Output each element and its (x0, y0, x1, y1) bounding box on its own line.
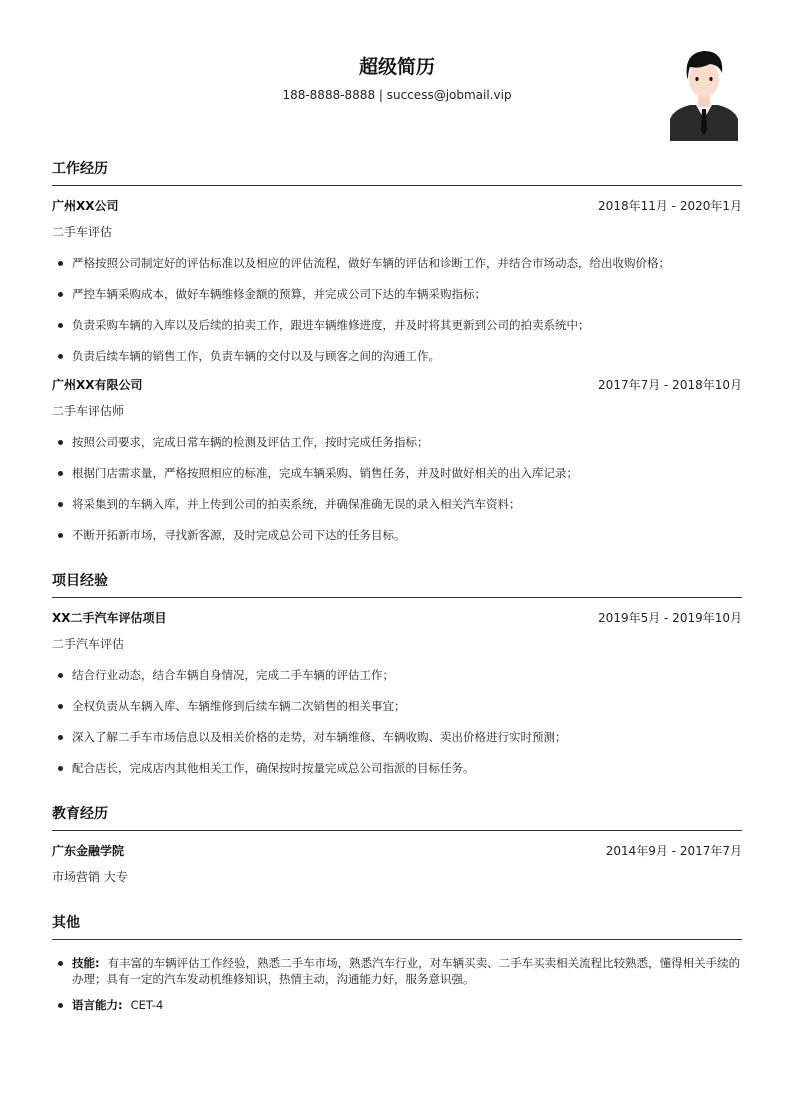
skills-label: 技能: (72, 956, 100, 970)
project-section-title: 项目经验 (52, 572, 742, 598)
education-entry (52, 843, 742, 885)
other-section (52, 914, 742, 1013)
project-section (52, 572, 742, 776)
list-item: 严控车辆采购成本，做好车辆维修金额的预算，并完成公司下达的车辆采购指标； (52, 286, 742, 302)
other-section-title: 其他 (52, 914, 742, 940)
list-item: 负责采购车辆的入库以及后续的拍卖工作，跟进车辆维修进度，并及时将其更新到公司的拍卖系统中； (52, 317, 742, 333)
list-item: 深入了解二手车市场信息以及相关价格的走势，对车辆维修、车辆收购、卖出价格进行实时预测； (52, 729, 742, 745)
project-role: 二手汽车评估 (52, 637, 125, 651)
skills-item (52, 955, 742, 987)
project-entry (52, 610, 742, 776)
date-range: 2017年7月 - 2018年10月 (598, 378, 742, 392)
education-section (52, 805, 742, 885)
date-range: 2018年11月 - 2020年1月 (598, 199, 742, 213)
resume-name: 超级简历 (358, 56, 435, 78)
list-item: 严格按照公司制定好的评估标准以及相应的评估流程，做好车辆的评估和诊断工作，并结合市场动态，给出收购价格； (52, 255, 742, 271)
list-item: 配合店长，完成店内其他相关工作，确保按时按量完成总公司指派的目标任务。 (52, 760, 742, 776)
list-item: 将采集到的车辆入库，并上传到公司的拍卖系统，并确保准确无误的录入相关汽车资料； (52, 496, 742, 512)
date-range: 2019年5月 - 2019年10月 (598, 611, 742, 625)
work-entry (52, 198, 742, 364)
list-item: 全权负责从车辆入库、车辆维修到后续车辆二次销售的相关事宜； (52, 698, 742, 714)
language-item (52, 997, 742, 1013)
project-list (52, 667, 742, 776)
work-section-title: 工作经历 (52, 160, 742, 186)
company-name: 广州XX有限公司 (52, 378, 143, 392)
list-item: 不断开拓新市场，寻找新客源，及时完成总公司下达的任务目标。 (52, 527, 742, 543)
job-title: 二手车评估 (52, 225, 113, 239)
major-degree: 市场营销 大专 (52, 870, 128, 884)
other-list (52, 955, 742, 1013)
education-section-title: 教育经历 (52, 805, 742, 831)
list-item: 结合行业动态，结合车辆自身情况，完成二手车辆的评估工作； (52, 667, 742, 683)
resume-page (52, 0, 742, 1013)
date-range: 2014年9月 - 2017年7月 (605, 844, 742, 858)
list-item: 根据门店需求量，严格按照相应的标准，完成车辆采购、销售任务，并及时做好相关的出入库记录； (52, 465, 742, 481)
work-section (52, 160, 742, 543)
list-item: 负责后续车辆的销售工作，负责车辆的交付以及与顾客之间的沟通工作。 (52, 348, 742, 364)
duty-list (52, 255, 742, 364)
work-entry (52, 377, 742, 543)
project-name: XX二手汽车评估项目 (52, 611, 167, 625)
company-name: 广州XX公司 (52, 199, 119, 213)
skills-text: 有丰富的车辆评估工作经验，熟悉二手车市场，熟悉汽车行业，对车辆买卖、二手车买卖相关流程比较熟悉，懂得相关手续的办理；具有一定的汽车发动机维修知识，热情主动，沟通能力好，服务意识强。 (72, 956, 741, 986)
list-item: 按照公司要求，完成日常车辆的检测及评估工作，按时完成任务指标； (52, 434, 742, 450)
duty-list (52, 434, 742, 543)
language-label: 语言能力: (72, 998, 123, 1012)
school-name: 广东金融学院 (52, 844, 125, 858)
language-text: CET-4 (130, 998, 164, 1012)
job-title: 二手车评估师 (52, 404, 125, 418)
resume-header (52, 0, 742, 150)
avatar-icon (670, 47, 738, 141)
contact-info: 188-8888-8888 | success@jobmail.vip (282, 88, 512, 102)
